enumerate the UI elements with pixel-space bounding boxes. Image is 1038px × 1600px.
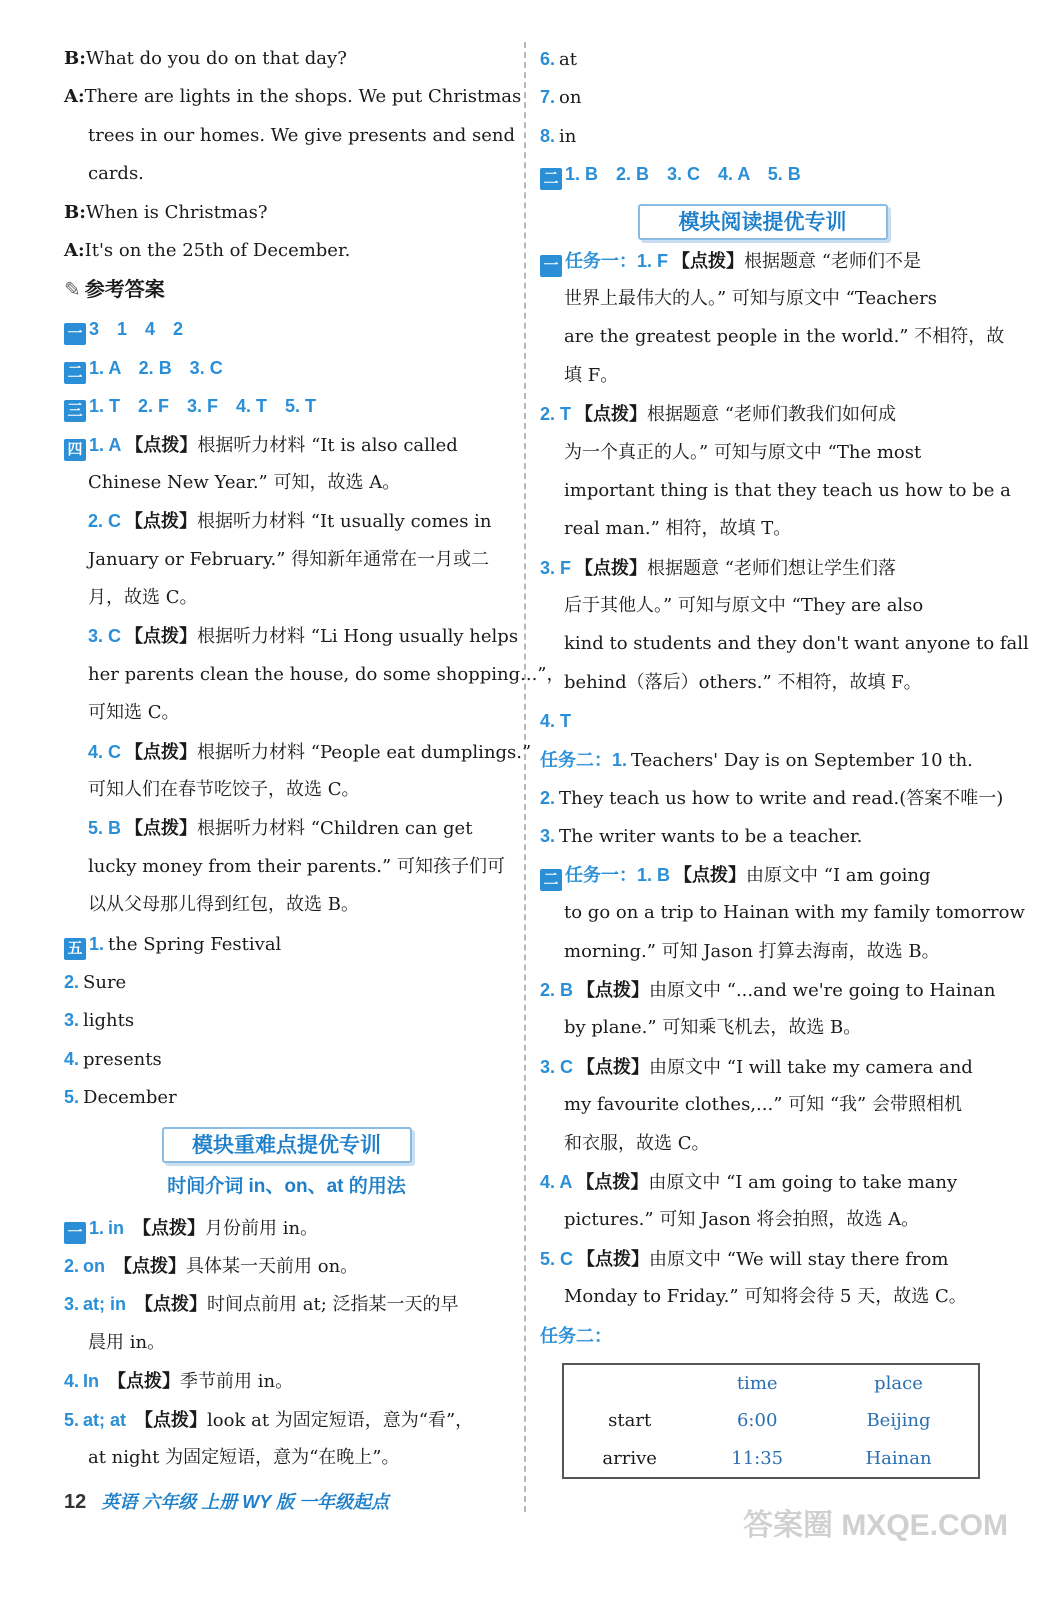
hint-text: 填 F。 (564, 364, 619, 386)
item-number: 7. (540, 87, 556, 108)
section-badge: 一 (540, 255, 562, 277)
hint-text: 由原文中 “...and we're going to Hainan (649, 979, 996, 1001)
hint-text: 时间点前用 at; 泛指某一天的早 (207, 1294, 459, 1316)
item-number: 3. (64, 1010, 80, 1031)
speaker: B: (64, 201, 86, 223)
speaker: B: (64, 48, 86, 69)
text-line (64, 78, 522, 116)
hint-text: 以从父母那儿得到红包，故选 B。 (88, 894, 359, 916)
hint-tag: 【点拨】 (577, 1056, 650, 1078)
item-answer: in (108, 1217, 125, 1238)
item-number: 5. (64, 1087, 80, 1108)
hint-text: January or February.” 得知新年通常在一月或二 (88, 548, 490, 570)
text-line (64, 886, 509, 924)
table-header-cell: time (736, 1372, 778, 1394)
text-line (64, 925, 509, 963)
text-line (64, 656, 565, 694)
text-line (64, 387, 509, 425)
hint-text: look at 为固定短语，意为“看”， (207, 1409, 474, 1431)
item-text: on (559, 87, 582, 109)
hint-tag: 【点拨】 (576, 1171, 649, 1193)
item-number: 2. B (540, 979, 574, 1000)
hint-tag: 【点拨】 (125, 511, 198, 533)
text-line (64, 194, 509, 232)
hint-text: at night 为固定短语，意为“在晚上”。 (88, 1446, 400, 1468)
pen-icon: ✎ (64, 279, 81, 302)
hint-tag: 【点拨】 (144, 1409, 208, 1431)
text-line (540, 702, 985, 740)
item-text: the Spring Festival (108, 933, 282, 955)
item-number: 1. A (89, 434, 122, 455)
hint-text: 根据听力材料 “It usually comes in (197, 511, 492, 533)
text-line (64, 117, 516, 155)
text-line (64, 1001, 509, 1039)
task-label: 任务二： (540, 1325, 612, 1346)
item-text: at (559, 49, 577, 70)
section-badge: 三 (64, 400, 86, 422)
item-number: 4. (64, 1371, 80, 1392)
text-line (540, 1240, 985, 1278)
hint-tag: 【点拨】 (142, 1217, 206, 1239)
text-line (540, 741, 985, 779)
text-line (540, 40, 985, 78)
hint-text: 由原文中 “I am going to take many (648, 1171, 958, 1193)
text-line (540, 357, 985, 395)
hint-text: 根据题意 “老师们不是 (744, 250, 921, 272)
item-number: 1. F (637, 250, 669, 271)
item-text: Teachers' Day is on September 10 th. (631, 749, 973, 771)
table-header-cell (563, 1364, 695, 1402)
section-badge: 二 (540, 168, 562, 190)
text-line (540, 1048, 985, 1086)
item-number: 4. (64, 1048, 80, 1069)
hint-text: morning.” 可知 Jason 打算去海南，故选 B。 (564, 940, 940, 962)
item-number: 5. C (540, 1248, 574, 1269)
task-label: 任务一： (565, 864, 637, 885)
hint-tag: 【点拨】 (674, 864, 747, 886)
item-answer: at; in (83, 1294, 127, 1315)
text-line (64, 848, 509, 886)
text-line (540, 318, 1005, 356)
page-number: 12 (64, 1491, 87, 1513)
text-line (64, 1324, 509, 1362)
hint-text: kind to students and they don't want anyone to fall (564, 633, 1029, 655)
item-text: Sure (83, 971, 127, 993)
hint-tag: 【点拨】 (577, 1248, 650, 1270)
item-text: December (83, 1087, 177, 1109)
text-line (64, 1209, 509, 1247)
hint-tag: 【点拨】 (123, 1255, 187, 1277)
text-line (540, 817, 985, 855)
item-number: 8. (540, 125, 556, 146)
item-number: 2. T (540, 404, 572, 425)
speaker: A: (64, 239, 85, 261)
text-line (64, 579, 509, 617)
schedule-table (562, 1363, 980, 1479)
text-line (540, 242, 985, 280)
hint-tag: 【点拨】 (577, 979, 650, 1001)
section-banner: 模块阅读提优专训 (638, 204, 888, 240)
text-line (64, 963, 509, 1001)
table-header-cell: place (874, 1372, 923, 1394)
hint-text: are the greatest people in the world.” 不相符，故 (564, 326, 1005, 348)
text-line (64, 541, 509, 579)
text-line (540, 117, 985, 155)
text-line (64, 155, 509, 193)
table-cell: start (608, 1410, 652, 1432)
text-line (64, 1078, 509, 1116)
answers: 1. T 2. F 3. F 4. T 5. T (89, 396, 317, 417)
hint-text: 根据听力材料 “People eat dumplings.” (197, 741, 532, 763)
dialogue-text: trees in our homes. We give presents and send (88, 124, 516, 146)
text-line (540, 856, 985, 894)
hint-text: 根据题意 “老师们想让学生们落 (647, 557, 896, 579)
hint-text: 和衣服，故选 C。 (564, 1132, 710, 1154)
item-number: 1. (612, 749, 628, 770)
item-text: The writer wants to be a teacher. (559, 826, 863, 848)
text-line (540, 1009, 985, 1047)
hint-tag: 【点拨】 (125, 818, 198, 840)
item-number: 1. B (637, 864, 671, 885)
item-text: in (559, 125, 577, 147)
table-row (563, 1440, 979, 1478)
hint-text: important thing is that they teach us how to be a (564, 479, 1011, 501)
item-answer: In (83, 1371, 100, 1392)
text-line (64, 40, 509, 78)
text-line (64, 349, 509, 387)
table-cell: 11:35 (731, 1447, 784, 1469)
text-line (64, 1439, 509, 1477)
answers: 1. B 2. B 3. C 4. A 5. B (565, 164, 801, 185)
text-line (540, 78, 985, 116)
text-line (64, 310, 509, 348)
hint-text: Monday to Friday.” 可知将会待 5 天，故选 C。 (564, 1286, 967, 1308)
text-line (540, 894, 1025, 932)
text-line (540, 1278, 985, 1316)
text-line (540, 395, 985, 433)
text-line (540, 1125, 985, 1163)
item-number: 3. C (88, 626, 122, 647)
item-answer: at; at (83, 1409, 127, 1430)
section-badge: 一 (64, 1222, 86, 1244)
text-line (64, 1362, 509, 1400)
table-cell: Beijing (866, 1410, 931, 1432)
text-line (64, 1285, 509, 1323)
text-line (64, 232, 509, 270)
text-line (540, 549, 985, 587)
section-subtitle: 时间介词 in、on、at 的用法 (167, 1175, 406, 1197)
hint-text: by plane.” 可知乘飞机去，故选 B。 (564, 1017, 862, 1039)
item-number: 2. C (88, 511, 122, 532)
text-line (64, 733, 532, 771)
column-divider (524, 42, 526, 1512)
section-badge: 一 (64, 323, 86, 345)
text-line (540, 1201, 985, 1239)
task-label: 任务二： (540, 749, 612, 770)
hint-text: 可知选 C。 (88, 702, 180, 724)
speaker: A: (64, 86, 85, 108)
hint-tag: 【点拨】 (125, 626, 198, 648)
text-line (540, 779, 1004, 817)
text-line (64, 1401, 509, 1439)
item-number: 3. (540, 826, 556, 847)
item-number: 5. B (88, 818, 122, 839)
hint-text: my favourite clothes,...” 可知 “我” 会带照相机 (564, 1094, 962, 1116)
watermark: 答案圈 MXQE.COM (742, 1509, 1008, 1542)
text-line (540, 587, 985, 625)
item-answer: on (83, 1255, 106, 1276)
item-number: 1. (89, 1217, 105, 1238)
table-row (563, 1402, 979, 1440)
text-line (64, 771, 509, 809)
hint-text: to go on a trip to Hainan with my family tomorrow (564, 902, 1025, 924)
item-number: 2. (64, 1255, 80, 1276)
hint-tag: 【点拨】 (575, 557, 648, 579)
item-number: 2. (64, 971, 80, 992)
table-cell: 6:00 (736, 1410, 778, 1432)
section-badge: 四 (64, 439, 86, 461)
hint-text: 根据听力材料 “It is also called (197, 434, 458, 456)
answers: 3 1 4 2 (89, 319, 184, 340)
text-line (64, 694, 509, 732)
item-number: 4. T (540, 711, 572, 732)
table-cell: Hainan (865, 1447, 932, 1469)
hint-text: 季节前用 in。 (180, 1371, 294, 1393)
text-line (64, 426, 509, 464)
hint-text: 后于其他人。” 可知与原文中 “They are also (564, 595, 924, 617)
hint-tag: 【点拨】 (575, 404, 648, 426)
item-number: 3. C (540, 1056, 574, 1077)
item-number: 3. (64, 1294, 80, 1315)
hint-text: 月，故选 C。 (88, 587, 198, 609)
item-number: 2. (540, 788, 556, 809)
text-line (540, 625, 1029, 663)
hint-text: 根据题意 “老师们教我们如何成 (647, 404, 896, 426)
item-number: 6. (540, 49, 556, 69)
answers: 1. A 2. B 3. C (89, 357, 223, 378)
text-line (540, 280, 985, 318)
table-cell: arrive (602, 1447, 657, 1469)
section-badge: 二 (540, 869, 562, 891)
hint-text: 晨用 in。 (88, 1331, 166, 1353)
hint-text: 根据听力材料 “Li Hong usually helps (197, 626, 519, 648)
section-badge: 二 (64, 362, 86, 384)
hint-text: real man.” 相符，故填 T。 (564, 518, 792, 540)
item-number: 5. (64, 1409, 80, 1430)
text-line (540, 1086, 985, 1124)
hint-text: 为一个真正的人。” 可知与原文中 “The most (564, 441, 922, 463)
hint-text: 根据听力材料 “Children can get (197, 818, 473, 840)
hint-text: behind（落后）others.” 不相符，故填 F。 (564, 671, 922, 693)
text-line (540, 664, 985, 702)
hint-text: lucky money from their parents.” 可知孩子们可 (88, 855, 505, 877)
text-line (540, 434, 985, 472)
hint-text: 具体某一天前用 on。 (186, 1255, 359, 1277)
text-line (64, 464, 509, 502)
answers-heading (64, 270, 509, 310)
text-line (64, 1247, 509, 1285)
text-line (64, 617, 519, 655)
text-line (64, 809, 509, 847)
hint-text: 由原文中 “I will take my camera and (649, 1056, 973, 1078)
dialogue-text: What do you do on that day? (85, 48, 347, 69)
hint-text: 世界上最伟大的人。” 可知与原文中 “Teachers (564, 287, 938, 309)
hint-text: 月份前用 in。 (205, 1217, 319, 1239)
hint-text: 由原文中 “I am going (746, 864, 931, 886)
text-line (540, 510, 985, 548)
text-line (64, 1040, 509, 1078)
hint-tag: 【点拨】 (125, 741, 198, 763)
hint-text: 可知人们在春节吃饺子，故选 C。 (88, 779, 360, 801)
text-line (64, 502, 509, 540)
item-number: 4. C (88, 741, 122, 762)
text-line (540, 155, 985, 193)
item-number: 1. (89, 933, 105, 954)
text-line (540, 971, 996, 1009)
hint-text: 由原文中 “We will stay there from (649, 1248, 949, 1270)
table-header-row (563, 1364, 979, 1402)
book-title: 英语 六年级 上册 WY 版 一年级起点 (101, 1492, 389, 1512)
item-number: 3. F (540, 557, 572, 578)
hint-text: Chinese New Year.” 可知，故选 A。 (88, 471, 401, 493)
text-line (540, 933, 985, 971)
right-column (540, 40, 1029, 1479)
hint-tag: 【点拨】 (672, 250, 745, 272)
hint-text: pictures.” 可知 Jason 将会拍照，故选 A。 (564, 1209, 920, 1231)
dialogue-text: There are lights in the shops. We put Christmas (84, 86, 522, 108)
dialogue-text: cards. (88, 163, 144, 185)
page-footer (64, 1488, 389, 1514)
hint-tag: 【点拨】 (117, 1371, 181, 1393)
heading-text: 参考答案 (84, 279, 165, 302)
hint-tag: 【点拨】 (125, 434, 198, 456)
text-line (540, 1163, 985, 1201)
hint-tag: 【点拨】 (144, 1294, 208, 1316)
item-number: 4. A (540, 1171, 573, 1192)
item-text: They teach us how to write and read.(答案不唯一) (559, 788, 1004, 810)
task-label: 任务一： (565, 250, 637, 271)
section-badge: 五 (64, 938, 86, 960)
item-text: presents (83, 1048, 162, 1070)
dialogue-text: It's on the 25th of December. (84, 239, 351, 261)
dialogue-text: When is Christmas? (85, 201, 268, 223)
text-line (540, 472, 1011, 510)
text-line (540, 1317, 985, 1355)
hint-text: her parents clean the house, do some shopping...”， (88, 663, 565, 685)
item-text: lights (83, 1010, 135, 1032)
section-banner: 模块重难点提优专训 (162, 1127, 412, 1163)
